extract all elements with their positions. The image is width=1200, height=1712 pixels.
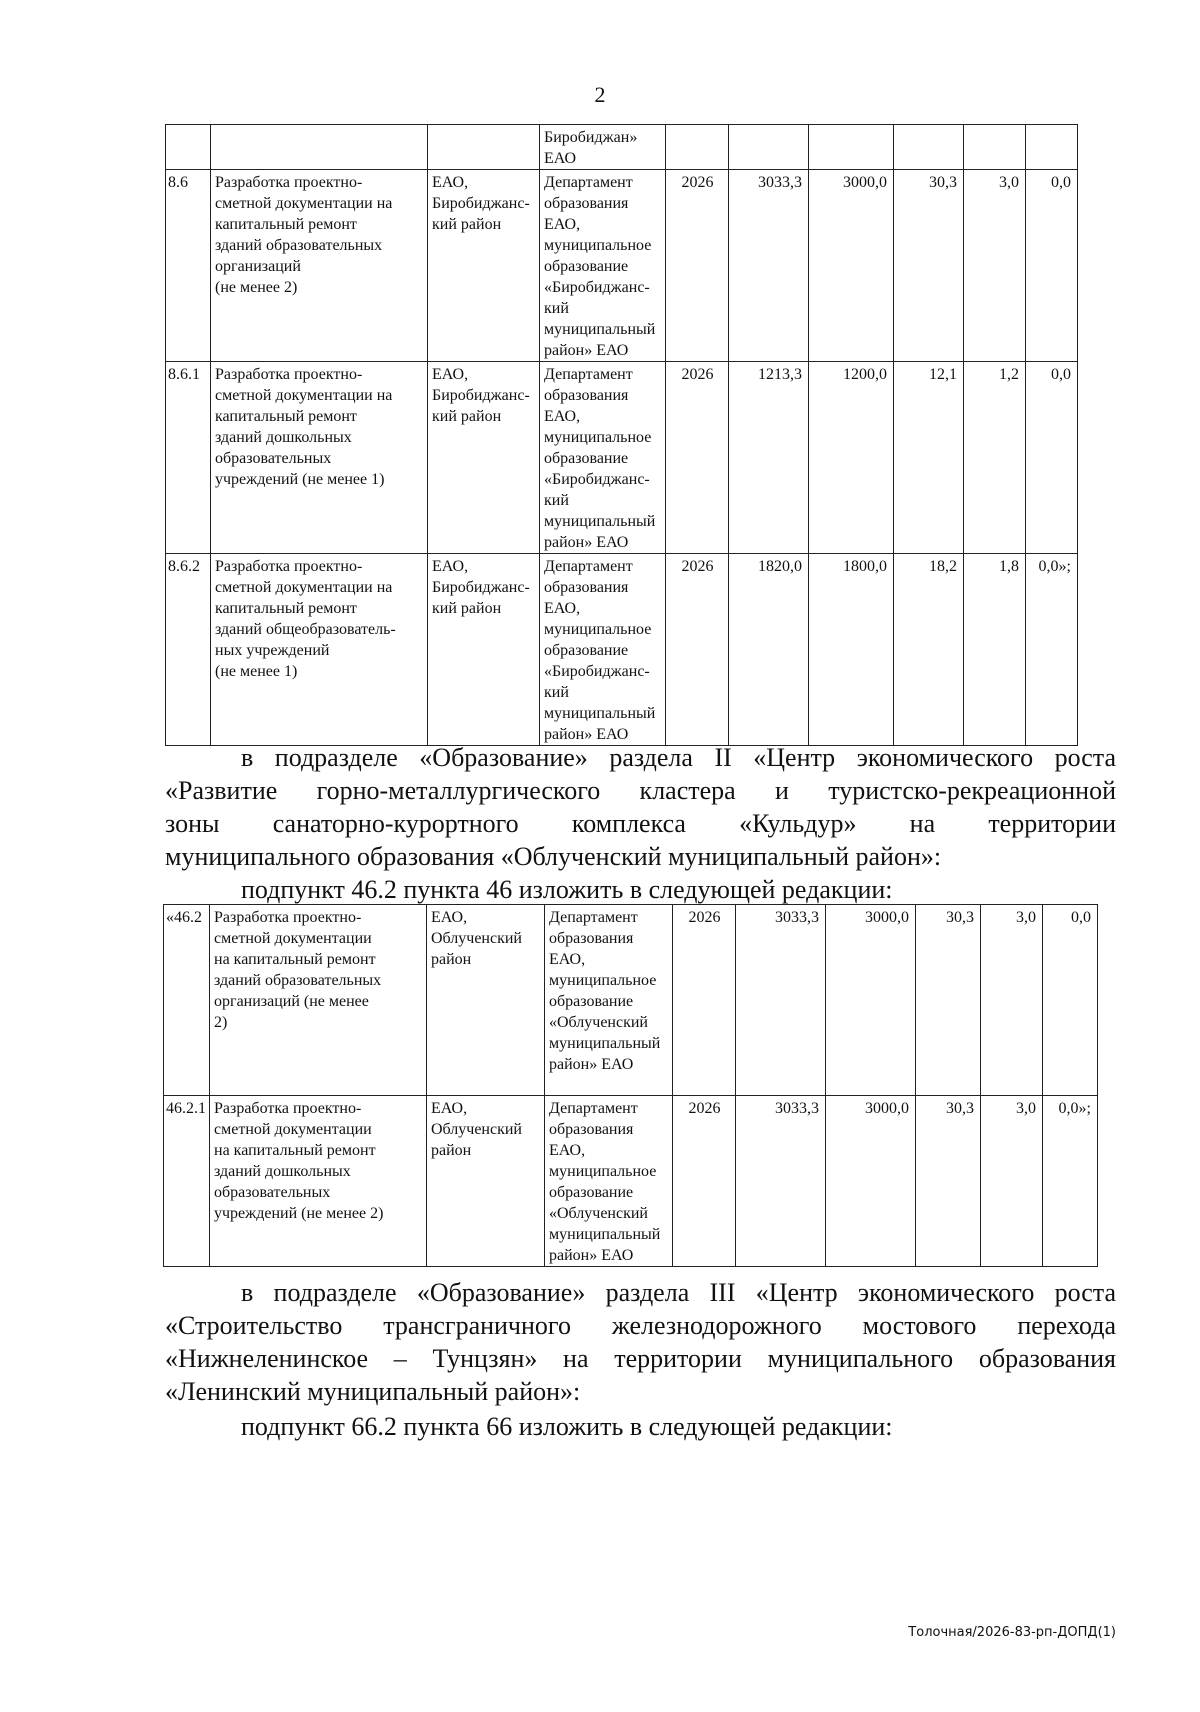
paragraph-line: «Нижнеленинское – Тунцзян» на территории муниципального образования [165, 1344, 1116, 1373]
total-amount: 3033,3 [729, 170, 809, 362]
table-row [164, 905, 1098, 1096]
measure-name: Разработка проектно- сметной документации на капитальный ремонт зданий образовательных организаций (не менее 2) [211, 170, 428, 362]
table-row [166, 125, 1078, 170]
row-number [166, 125, 211, 170]
total-amount [729, 125, 809, 170]
paragraph-line: муниципального образования «Облученский муниципальный район»: [165, 842, 942, 871]
subpoint-66-2-instruction: подпункт 66.2 пункта 66 изложить в следующей редакции: [241, 1412, 893, 1441]
row-number: 8.6.2 [166, 554, 211, 746]
year: 2026 [666, 362, 729, 554]
amount-1 [809, 125, 894, 170]
executor: Департамент образования ЕАО, муниципальное образование «Облученский муниципальный район» ЕАО [545, 905, 673, 1096]
executor: Департамент образования ЕАО, муниципальное образование «Облученский муниципальный район» ЕАО [545, 1096, 673, 1267]
amount-2: 12,1 [894, 362, 964, 554]
paragraph-line: зоны санаторно-курортного комплекса «Кульдур» на территории [165, 809, 1116, 838]
row-number: «46.2 [164, 905, 210, 1096]
amount-1: 1800,0 [809, 554, 894, 746]
paragraph-line: «Развитие горно-металлургического кластера и туристско-рекреационной [165, 776, 1116, 805]
measure-name: Разработка проектно- сметной документации на капитальный ремонт зданий дошкольных образовательных учреждений (не менее 1) [211, 362, 428, 554]
amount-1: 1200,0 [809, 362, 894, 554]
table-row [166, 362, 1078, 554]
total-amount: 1820,0 [729, 554, 809, 746]
amount-4: 0,0 [1026, 170, 1078, 362]
amount-3: 3,0 [981, 1096, 1043, 1267]
paragraph-section-3 [165, 1276, 1116, 1408]
table-row [166, 170, 1078, 362]
paragraph-line: в подразделе «Образование» раздела II «Центр экономического роста [241, 743, 1116, 772]
document-footer-id: Толочная/2026-83-рп-ДОПД(1) [908, 1625, 1116, 1640]
amount-4 [1026, 125, 1078, 170]
paragraph-line: в подразделе «Образование» раздела III «Центр экономического роста [241, 1278, 1116, 1307]
total-amount: 3033,3 [736, 905, 826, 1096]
amount-2: 30,3 [894, 170, 964, 362]
year: 2026 [673, 905, 736, 1096]
page-number: 2 [594, 82, 606, 107]
year: 2026 [666, 170, 729, 362]
row-number: 46.2.1 [164, 1096, 210, 1267]
amount-2: 18,2 [894, 554, 964, 746]
measure-name: Разработка проектно- сметной документации на капитальный ремонт зданий общеобразователь- ных учреждений (не менее 1) [211, 554, 428, 746]
year [666, 125, 729, 170]
executor: Биробиджан» ЕАО [540, 125, 666, 170]
year: 2026 [673, 1096, 736, 1267]
amount-4: 0,0»; [1026, 554, 1078, 746]
amount-3 [964, 125, 1026, 170]
year: 2026 [666, 554, 729, 746]
amount-1: 3000,0 [809, 170, 894, 362]
amount-2: 30,3 [916, 1096, 981, 1267]
amount-1: 3000,0 [826, 905, 916, 1096]
amount-2 [894, 125, 964, 170]
location: ЕАО, Биробиджанс- кий район [428, 170, 540, 362]
location: ЕАО, Биробиджанс- кий район [428, 554, 540, 746]
paragraph-section-2 [165, 741, 1116, 873]
measure-name [211, 125, 428, 170]
table-row [164, 1096, 1098, 1267]
amount-3: 3,0 [964, 170, 1026, 362]
measures-table-1 [165, 124, 1078, 746]
amount-2: 30,3 [916, 905, 981, 1096]
amount-4: 0,0»; [1043, 1096, 1098, 1267]
amount-3: 1,2 [964, 362, 1026, 554]
amount-3: 3,0 [981, 905, 1043, 1096]
location: ЕАО, Облученский район [427, 905, 545, 1096]
location: ЕАО, Облученский район [427, 1096, 545, 1267]
measure-name: Разработка проектно- сметной документации на капитальный ремонт зданий образовательных организаций (не менее 2) [210, 905, 427, 1096]
total-amount: 3033,3 [736, 1096, 826, 1267]
subpoint-46-2-instruction: подпункт 46.2 пункта 46 изложить в следующей редакции: [241, 875, 893, 904]
paragraph-line: «Ленинский муниципальный район»: [165, 1377, 581, 1406]
amount-4: 0,0 [1043, 905, 1098, 1096]
amount-1: 3000,0 [826, 1096, 916, 1267]
amount-4: 0,0 [1026, 362, 1078, 554]
amount-3: 1,8 [964, 554, 1026, 746]
executor: Департамент образования ЕАО, муниципальное образование «Биробиджанс- кий муниципальный район» ЕАО [540, 554, 666, 746]
paragraph-line: «Строительство трансграничного железнодорожного мостового перехода [165, 1311, 1116, 1340]
executor: Департамент образования ЕАО, муниципальное образование «Биробиджанс- кий муниципальный район» ЕАО [540, 170, 666, 362]
location: ЕАО, Биробиджанс- кий район [428, 362, 540, 554]
measures-table-2 [163, 904, 1098, 1267]
executor: Департамент образования ЕАО, муниципальное образование «Биробиджанс- кий муниципальный район» ЕАО [540, 362, 666, 554]
total-amount: 1213,3 [729, 362, 809, 554]
measure-name: Разработка проектно- сметной документации на капитальный ремонт зданий дошкольных образовательных учреждений (не менее 2) [210, 1096, 427, 1267]
row-number: 8.6.1 [166, 362, 211, 554]
table-row [166, 554, 1078, 746]
row-number: 8.6 [166, 170, 211, 362]
location [428, 125, 540, 170]
